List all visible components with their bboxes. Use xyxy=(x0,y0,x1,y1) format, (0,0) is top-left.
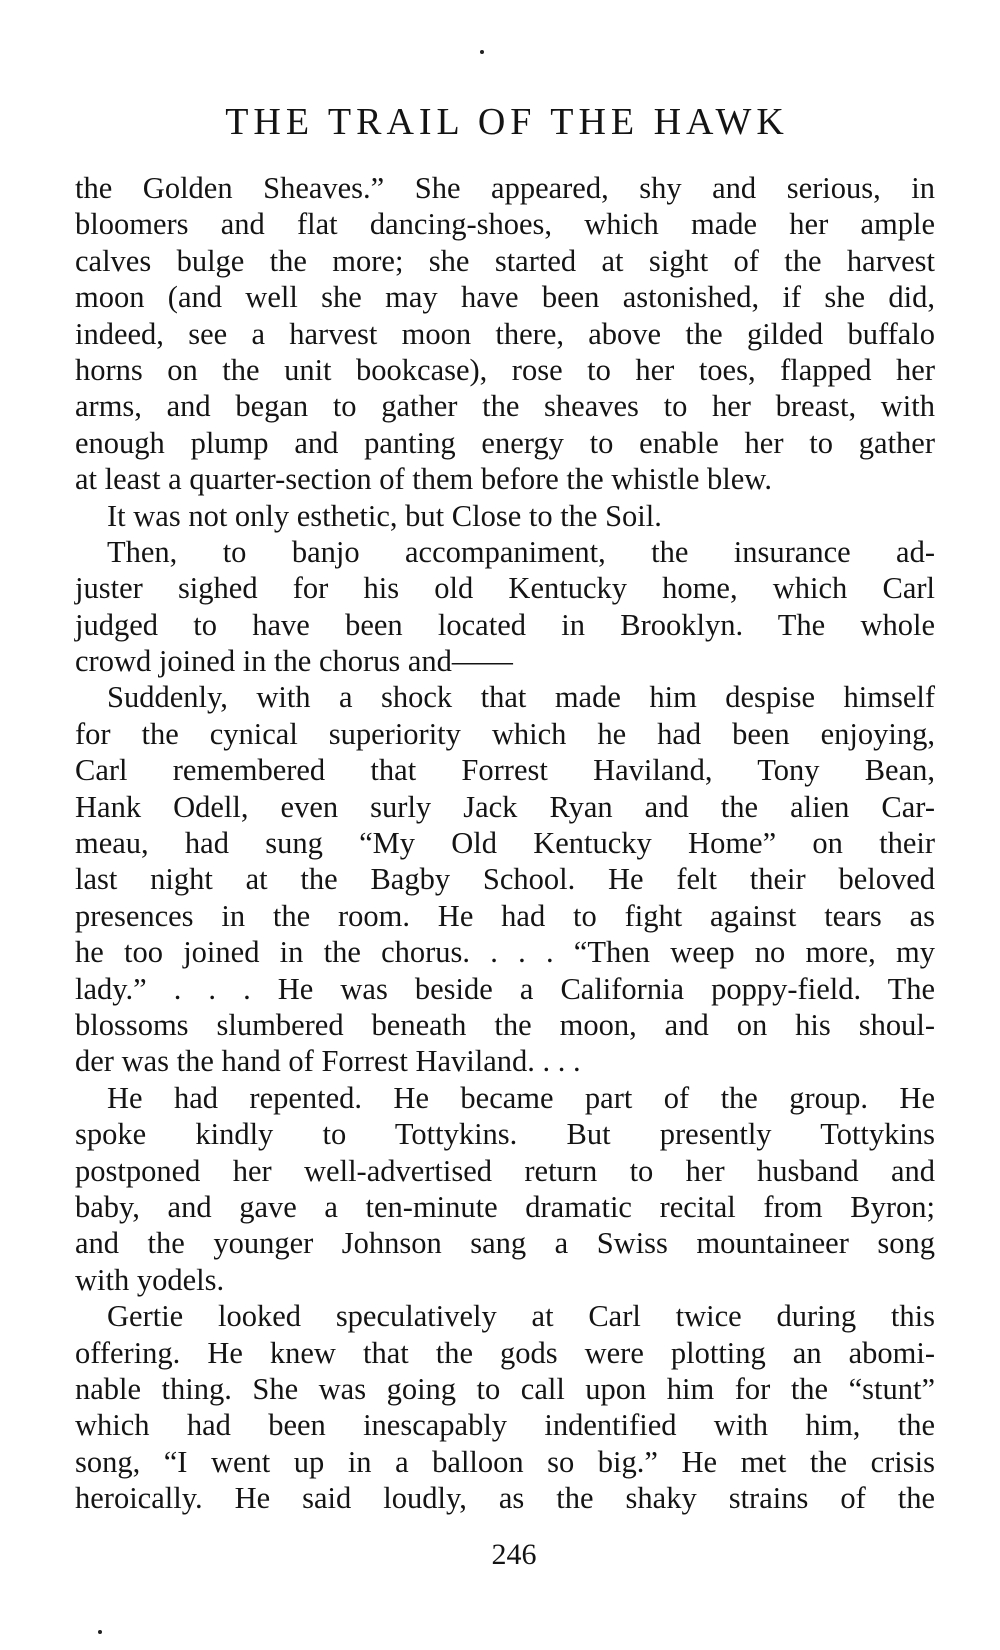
text-line: indeed, see a harvest moon there, above the gilded buffalo xyxy=(75,316,935,351)
text-line: song, “I went up in a balloon so big.” He met the crisis xyxy=(75,1444,935,1479)
text-line: Then, to banjo accompaniment, the insurance ad- xyxy=(107,534,935,569)
text-line: enough plump and panting energy to enable her to gather xyxy=(75,425,935,460)
text-line: postponed her well-advertised return to her husband and xyxy=(75,1153,935,1188)
text-line: spoke kindly to Tottykins. But presently Tottykins xyxy=(75,1117,935,1152)
text-line: last night at the Bagby School. He felt their beloved xyxy=(75,862,935,897)
text-line: baby, and gave a ten-minute dramatic recital from Byron; xyxy=(75,1189,935,1224)
paragraph xyxy=(75,498,935,534)
running-head: THE TRAIL OF THE HAWK xyxy=(225,101,789,143)
text-line: at least a quarter-section of them before the whistle blew. xyxy=(75,462,772,497)
text-line: lady.” . . . He was beside a California poppy-field. The xyxy=(75,971,935,1006)
text-line: Suddenly, with a shock that made him despise himself xyxy=(107,680,935,715)
paragraph xyxy=(75,1080,935,1298)
text-line: crowd joined in the chorus and—— xyxy=(75,644,513,679)
text-line: with yodels. xyxy=(75,1262,225,1297)
text-line: which had been inescapably indentified with him, the xyxy=(75,1408,935,1443)
text-line: meau, had sung “My Old Kentucky Home” on their xyxy=(75,826,935,861)
paragraph xyxy=(75,170,935,498)
text-line: he too joined in the chorus. . . . “Then weep no more, my xyxy=(75,935,935,970)
text-line: juster sighed for his old Kentucky home, which Carl xyxy=(75,571,935,606)
print-mark-bottom xyxy=(98,1630,102,1634)
text-line: der was the hand of Forrest Haviland. . . . xyxy=(75,1044,581,1079)
text-line: It was not only esthetic, but Close to the Soil. xyxy=(107,498,662,533)
text-line: presences in the room. He had to fight against tears as xyxy=(75,898,935,933)
text-line: blossoms slumbered beneath the moon, and on his shoul- xyxy=(75,1007,935,1042)
text-line: Gertie looked speculatively at Carl twice during this xyxy=(107,1299,935,1334)
text-line: nable thing. She was going to call upon him for the “stunt” xyxy=(75,1371,935,1406)
paragraph xyxy=(75,1298,935,1516)
text-line: Carl remembered that Forrest Haviland, Tony Bean, xyxy=(75,753,935,788)
page-number: 246 xyxy=(491,1538,537,1571)
text-line: Hank Odell, even surly Jack Ryan and the alien Car- xyxy=(75,789,935,824)
text-line: offering. He knew that the gods were plotting an abomi- xyxy=(75,1335,935,1370)
text-line: heroically. He said loudly, as the shaky strains of the xyxy=(75,1481,935,1516)
text-line: judged to have been located in Brooklyn. The whole xyxy=(75,607,935,642)
text-line: bloomers and flat dancing-shoes, which made her ample xyxy=(75,207,935,242)
text-line: and the younger Johnson sang a Swiss mountaineer song xyxy=(75,1226,935,1261)
text-line: for the cynical superiority which he had been enjoying, xyxy=(75,716,935,751)
text-line: He had repented. He became part of the group. He xyxy=(107,1080,935,1115)
text-line: moon (and well she may have been astonished, if she did, xyxy=(75,280,935,315)
paragraph xyxy=(75,534,935,680)
print-mark-top xyxy=(480,50,484,54)
paragraph xyxy=(75,679,935,1079)
text-line: calves bulge the more; she started at sight of the harvest xyxy=(75,243,935,278)
text-line: horns on the unit bookcase), rose to her toes, flapped her xyxy=(75,352,935,387)
text-line: the Golden Sheaves.” She appeared, shy and serious, in xyxy=(75,171,935,205)
text-line: arms, and began to gather the sheaves to her breast, with xyxy=(75,389,935,424)
body-text xyxy=(75,170,935,1516)
